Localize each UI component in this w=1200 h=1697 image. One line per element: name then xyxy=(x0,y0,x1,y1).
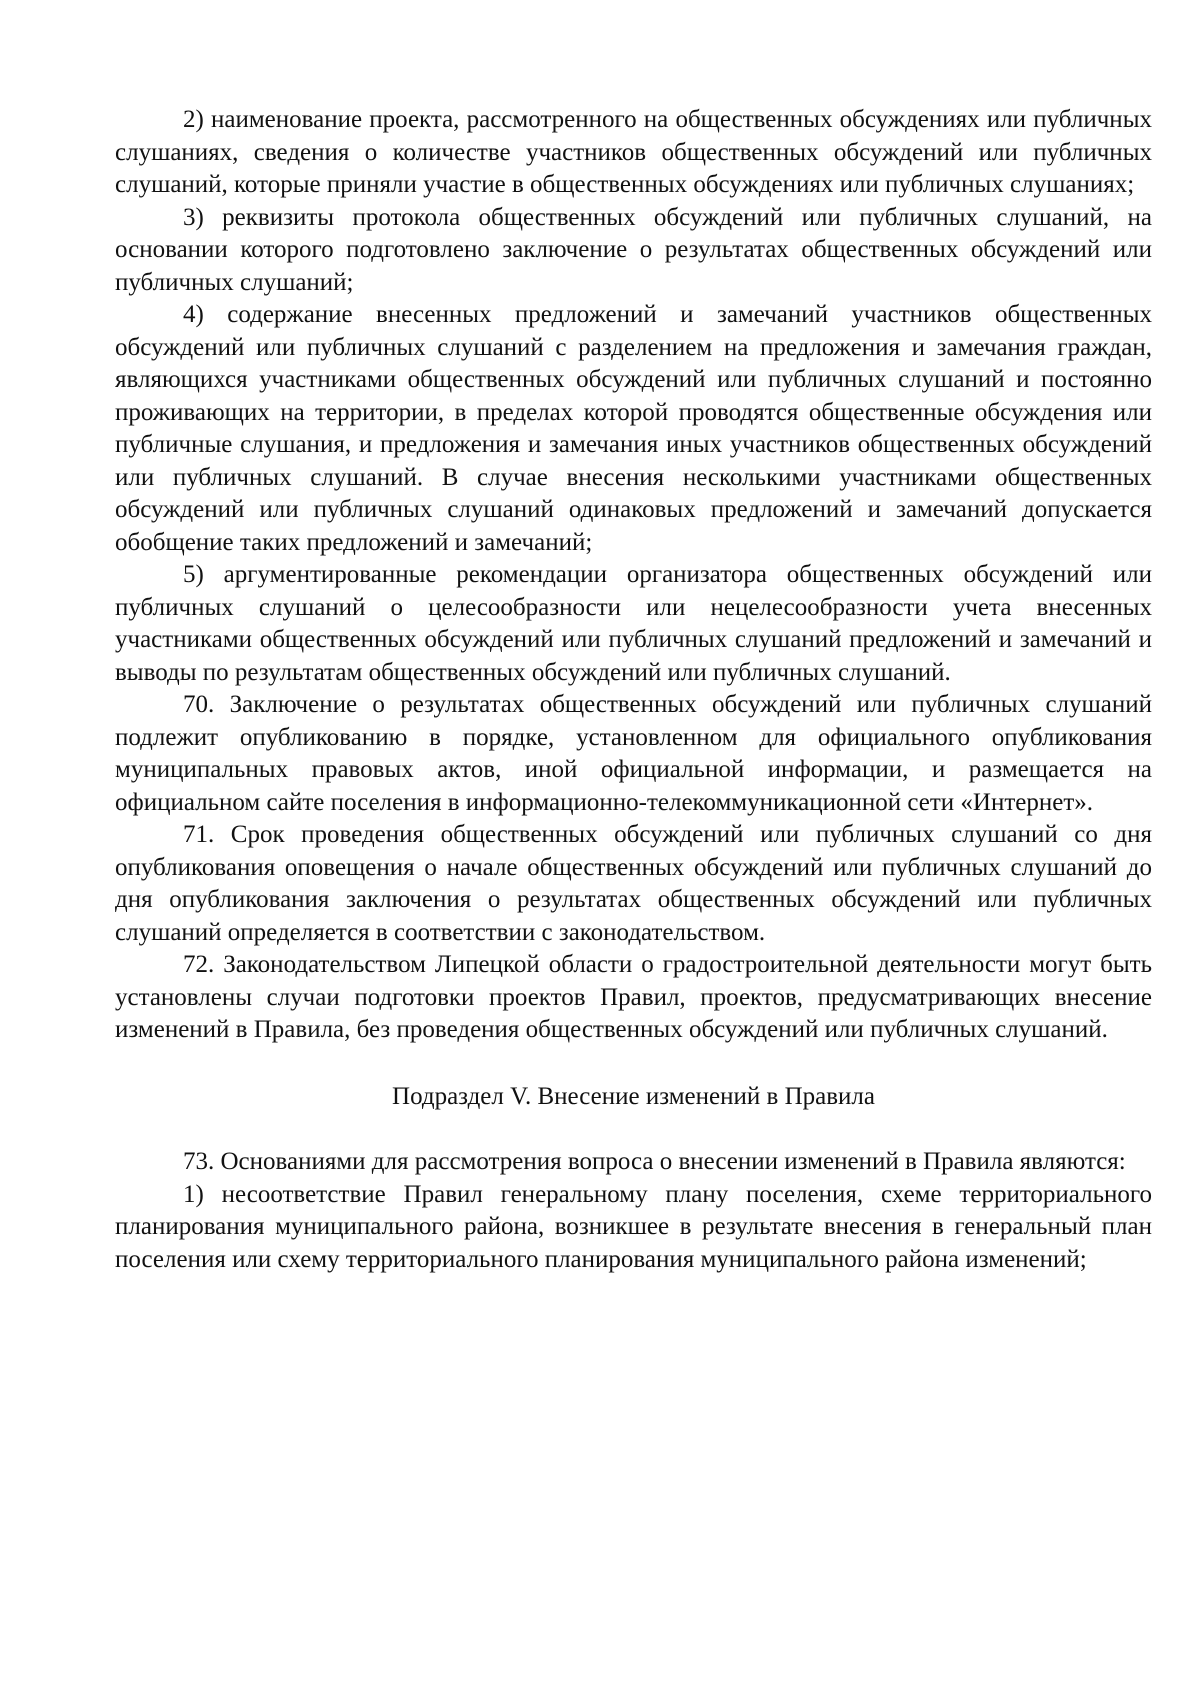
document-page xyxy=(115,104,1152,1276)
list-item-4: 4) содержание внесенных предложений и замечаний участников общественных обсуждений или публичных слушаний с разделением на предложения и замечания граждан, являющихся участниками общественных обсуждений или публичных слушаний и постоянно проживающих на территории, в пределах которой проводятся общественные обсуждения или публичные слушания, и предложения и замечания иных участников общественных обсуждений или публичных слушаний. В случае внесения несколькими участниками общественных обсуждений или публичных слушаний одинаковых предложений и замечаний допускается обобщение таких предложений и замечаний; xyxy=(115,301,1152,556)
list-item-3: 3) реквизиты протокола общественных обсуждений или публичных слушаний, на основании которого подготовлено заключение о результатах общественных обсуждений или публичных слушаний; xyxy=(115,203,1152,296)
clause-72: 72. Законодательством Липецкой области о градостроительной деятельности могут быть установлены случаи подготовки проектов Правил, проектов, предусматривающих внесение изменений в Правила, без проведения общественных обсуждений или публичных слушаний. xyxy=(115,951,1152,1043)
list-item-2: 2) наименование проекта, рассмотренного на общественных обсуждениях или публичных слушаниях, сведения о количестве участников общественных обсуждений или публичных слушаний, которые приняли участие в общественных обсуждениях или публичных слушаниях; xyxy=(115,106,1152,198)
clause-71: 71. Срок проведения общественных обсуждений или публичных слушаний со дня опубликования оповещения о начале общественных обсуждений или публичных слушаний до дня опубликования заключения о результатах общественных обсуждений или публичных слушаний определяется в соответствии с законодательством. xyxy=(115,821,1152,946)
list-item-1: 1) несоответствие Правил генеральному плану поселения, схеме территориального планирования муниципального района, возникшее в результате внесения в генеральный план поселения или схему территориального планирования муниципального района изменений; xyxy=(115,1180,1152,1273)
clause-73: 73. Основаниями для рассмотрения вопроса о внесении изменений в Правила являются: xyxy=(183,1148,1126,1175)
clause-70: 70. Заключение о результатах общественных обсуждений или публичных слушаний подлежит опубликованию в порядке, установленном для официального опубликования муниципальных правовых актов, иной официальной информации, и размещается на официальном сайте поселения в информационно-телекоммуникационной сети «Интернет». xyxy=(115,691,1152,816)
list-item-5: 5) аргументированные рекомендации организатора общественных обсуждений или публичных слушаний о целесообразности или нецелесообразности учета внесенных участниками общественных обсуждений или публичных слушаний предложений и замечаний и выводы по результатам общественных обсуждений или публичных слушаний. xyxy=(115,561,1152,686)
subsection-heading: Подраздел V. Внесение изменений в Правила xyxy=(392,1082,875,1110)
